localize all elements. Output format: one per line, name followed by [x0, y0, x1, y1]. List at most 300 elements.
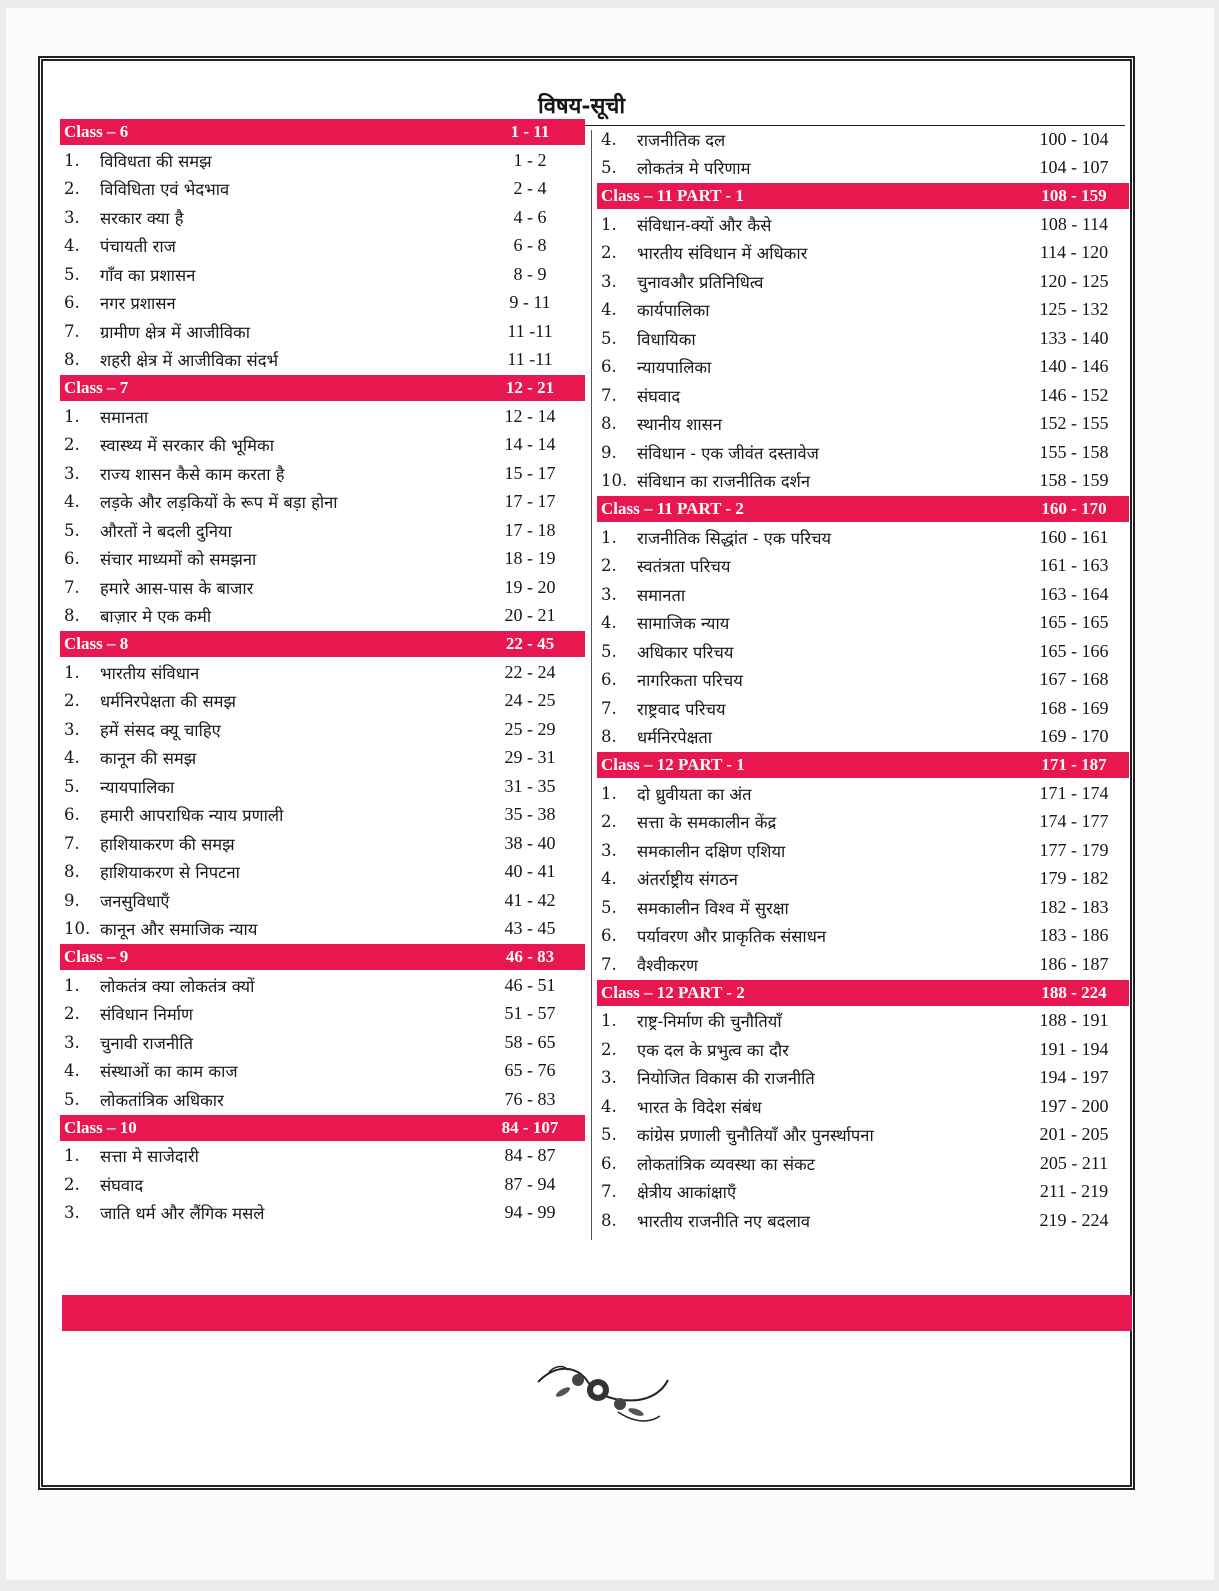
class-page-range: 12 - 21	[505, 378, 555, 397]
entry-page-range: 100 - 104	[1039, 128, 1109, 149]
class-section-header	[597, 752, 1129, 778]
entry-number: 7.	[64, 833, 80, 853]
entry-title: संविधान-क्यों और कैसे	[637, 215, 772, 235]
entry-page-range: 179 - 182	[1039, 868, 1109, 889]
entry-page-range: 46 - 51	[504, 974, 556, 995]
column-divider	[591, 130, 592, 1240]
entry-number: 2.	[64, 435, 80, 455]
entry-number: 8.	[64, 862, 80, 882]
entry-number: 6.	[601, 357, 617, 377]
entry-page-range: 22 - 24	[504, 661, 556, 682]
entry-page-range: 169 - 170	[1039, 726, 1109, 747]
toc-entry[interactable]	[597, 865, 1129, 894]
entry-page-range: 6 - 8	[513, 235, 547, 256]
class-section-header	[60, 631, 585, 657]
toc-entry[interactable]	[60, 801, 585, 830]
entry-title: जनसुविधाएँ	[100, 891, 170, 911]
class-page-range: 108 - 159	[1041, 186, 1107, 205]
class-page-range: 160 - 170	[1041, 499, 1107, 518]
entry-title: वैश्वीकरण	[637, 955, 698, 975]
entry-number: 7.	[601, 1182, 617, 1202]
entry-title: सत्ता मे साजेदारी	[100, 1147, 199, 1167]
entry-number: 5.	[64, 520, 80, 540]
toc-entry[interactable]	[60, 488, 585, 517]
entry-title: राजनीतिक सिद्धांत - एक परिचय	[637, 528, 832, 548]
entry-title: कानून और समाजिक न्याय	[100, 920, 258, 940]
toc-entry[interactable]	[60, 260, 585, 289]
entry-number: 3.	[601, 1068, 617, 1088]
entry-page-range: 182 - 183	[1039, 896, 1109, 917]
entry-number: 6.	[64, 549, 80, 569]
toc-entry[interactable]	[60, 1170, 585, 1199]
entry-number: 1.	[601, 214, 617, 234]
toc-entry[interactable]	[597, 296, 1129, 325]
entry-number: 2.	[64, 691, 80, 711]
entry-number: 3.	[64, 719, 80, 739]
entry-title: संविधान निर्माण	[100, 1005, 193, 1025]
entry-page-range: 18 - 19	[504, 548, 556, 569]
entry-page-range: 51 - 57	[504, 1003, 556, 1024]
entry-page-range: 120 - 125	[1039, 270, 1109, 291]
entry-number: 1.	[64, 1146, 80, 1166]
entry-number: 7.	[601, 698, 617, 718]
entry-number: 6.	[601, 926, 617, 946]
toc-entry[interactable]	[60, 1000, 585, 1029]
entry-page-range: 171 - 174	[1039, 782, 1109, 803]
entry-page-range: 219 - 224	[1039, 1209, 1109, 1230]
entry-number: 6.	[64, 805, 80, 825]
toc-entry[interactable]	[597, 609, 1129, 638]
toc-entry[interactable]	[60, 1028, 585, 1057]
entry-number: 1.	[64, 662, 80, 682]
entry-title: समानता	[100, 407, 149, 427]
entry-number: 8.	[601, 727, 617, 747]
entry-title: लोकतंत्र क्या लोकतंत्र क्यों	[100, 976, 255, 996]
entry-number: 5.	[64, 776, 80, 796]
entry-number: 5.	[64, 264, 80, 284]
entry-page-range: 133 - 140	[1039, 327, 1109, 348]
toc-entry[interactable]	[60, 1142, 585, 1171]
class-label: Class – 7	[64, 378, 129, 397]
entry-number: 5.	[601, 641, 617, 661]
entry-page-range: 183 - 186	[1039, 925, 1109, 946]
entry-number: 3.	[64, 1203, 80, 1223]
entry-number: 4.	[64, 748, 80, 768]
entry-page-range: 104 - 107	[1039, 157, 1109, 178]
entry-page-range: 205 - 211	[1039, 1152, 1109, 1173]
toc-entry[interactable]	[597, 552, 1129, 581]
entry-title: नागरिकता परिचय	[637, 671, 743, 691]
toc-entry[interactable]	[60, 1085, 585, 1114]
class-page-range: 84 - 107	[501, 1117, 559, 1137]
entry-page-range: 191 - 194	[1039, 1038, 1109, 1059]
entry-title: समकालीन दक्षिण एशिया	[637, 841, 786, 861]
toc-entry[interactable]	[597, 694, 1129, 723]
entry-title: धर्मनिरपेक्षता की समझ	[100, 692, 237, 712]
entry-page-range: 158 - 159	[1039, 470, 1109, 491]
entry-number: 8.	[601, 414, 617, 434]
toc-entry[interactable]	[60, 203, 585, 232]
toc-entry[interactable]	[597, 580, 1129, 609]
entry-number: 1.	[64, 406, 80, 426]
entry-page-range: 211 - 219	[1039, 1181, 1109, 1202]
entry-page-range: 161 - 163	[1039, 555, 1109, 576]
toc-entry[interactable]	[597, 1178, 1129, 1207]
entry-title: ग्रामीण क्षेत्र में आजीविका	[100, 322, 250, 342]
entry-page-range: 2 - 4	[513, 178, 547, 199]
entry-number: 2.	[601, 812, 617, 832]
toc-entry[interactable]	[597, 808, 1129, 837]
toc-entry[interactable]	[597, 1092, 1129, 1121]
entry-page-range: 76 - 83	[504, 1088, 556, 1109]
entry-title: सामाजिक न्याय	[637, 614, 730, 634]
toc-entry[interactable]	[60, 1199, 585, 1228]
toc-entry[interactable]	[60, 658, 585, 687]
entry-page-range: 41 - 42	[504, 889, 556, 910]
entry-title: विविधता की समझ	[100, 151, 212, 171]
entry-page-range: 25 - 29	[504, 718, 556, 739]
toc-entry[interactable]	[60, 516, 585, 545]
entry-page-range: 108 - 114	[1039, 213, 1109, 234]
toc-entry[interactable]	[60, 232, 585, 261]
class-label: Class – 6	[64, 122, 129, 141]
toc-entry[interactable]	[597, 154, 1129, 183]
class-page-range: 188 - 224	[1041, 982, 1107, 1002]
entry-title: औरतों ने बदली दुनिया	[100, 521, 232, 541]
entry-number: 3.	[64, 207, 80, 227]
entry-title: सरकार क्या है	[100, 208, 184, 228]
entry-title: संचार माध्यमों को समझना	[100, 550, 257, 570]
entry-number: 2.	[64, 179, 80, 199]
toc-entry[interactable]	[597, 267, 1129, 296]
entry-title: शहरी क्षेत्र में आजीविका संदर्भ	[100, 351, 279, 371]
entry-number: 3.	[64, 463, 80, 483]
entry-number: 8.	[64, 350, 80, 370]
entry-page-range: 17 - 18	[504, 519, 556, 540]
entry-page-range: 4 - 6	[513, 206, 547, 227]
entry-title: राज्य शासन कैसे काम करता है	[100, 464, 285, 484]
entry-page-range: 29 - 31	[504, 747, 556, 768]
entry-number: 7.	[601, 954, 617, 974]
entry-title: विविधिता एवं भेदभाव	[100, 180, 230, 200]
toc-entry[interactable]	[60, 687, 585, 716]
entry-number: 4.	[601, 1096, 617, 1116]
toc-entry[interactable]	[597, 836, 1129, 865]
entry-number: 6.	[64, 293, 80, 313]
class-label: Class – 11 PART - 1	[601, 186, 744, 205]
class-section-header	[60, 944, 585, 970]
entry-number: 4.	[601, 869, 617, 889]
entry-page-range: 152 - 155	[1039, 413, 1109, 434]
toc-entry[interactable]	[60, 1057, 585, 1086]
class-label: Class – 8	[64, 634, 129, 653]
entry-title: हमारी आपराधिक न्याय प्रणाली	[100, 806, 284, 826]
toc-entry[interactable]	[597, 324, 1129, 353]
entry-page-range: 163 - 164	[1039, 583, 1109, 604]
entry-title: लोकतांत्रिक अधिकार	[100, 1090, 224, 1110]
entry-title: संघवाद	[637, 386, 681, 406]
entry-page-range: 186 - 187	[1039, 953, 1109, 974]
entry-title: भारत के विदेश संबंध	[637, 1097, 762, 1117]
entry-page-range: 84 - 87	[504, 1145, 556, 1166]
class-section-header	[597, 496, 1129, 522]
class-page-range: 22 - 45	[505, 634, 555, 653]
entry-page-range: 24 - 25	[504, 690, 556, 711]
entry-page-range: 201 - 205	[1039, 1124, 1109, 1145]
entry-title: जाति धर्म और लैंगिक मसले	[100, 1204, 265, 1224]
entry-title: लोकतांत्रिक व्यवस्था का संकट	[637, 1154, 815, 1174]
toc-entry[interactable]	[60, 886, 585, 915]
toc-entry[interactable]	[597, 893, 1129, 922]
floral-ornament-icon	[528, 1352, 678, 1432]
entry-number: 3.	[601, 584, 617, 604]
toc-entry[interactable]	[597, 950, 1129, 979]
entry-page-range: 160 - 161	[1039, 526, 1109, 547]
entry-number: 9.	[601, 442, 617, 462]
entry-title: लड़के और लड़कियों के रूप में बड़ा होना	[100, 493, 338, 513]
entry-title: चुनावी राजनीति	[100, 1033, 193, 1053]
entry-number: 9.	[64, 890, 80, 910]
entry-page-range: 177 - 179	[1039, 839, 1109, 860]
entry-number: 1.	[601, 1011, 617, 1031]
entry-number: 3.	[64, 1032, 80, 1052]
toc-entry[interactable]	[60, 545, 585, 574]
entry-page-range: 167 - 168	[1039, 669, 1109, 690]
entry-number: 7.	[64, 321, 80, 341]
entry-number: 2.	[601, 556, 617, 576]
entry-page-range: 17 - 17	[504, 491, 556, 512]
entry-title: राष्ट्र-निर्माण की चुनौतियाँ	[637, 1012, 782, 1032]
entry-title: संघवाद	[100, 1175, 144, 1195]
entry-title: समकालीन विश्व में सुरक्षा	[637, 898, 789, 918]
page-title: विषय-सूची	[538, 93, 626, 119]
class-page-range: 46 - 83	[505, 947, 555, 966]
toc-entry[interactable]	[60, 772, 585, 801]
entry-title: समानता	[637, 585, 686, 605]
entry-page-range: 188 - 191	[1039, 1010, 1109, 1031]
toc-entry[interactable]	[597, 381, 1129, 410]
toc-entry[interactable]	[597, 1121, 1129, 1150]
toc-entry[interactable]	[60, 573, 585, 602]
class-section-header	[597, 183, 1129, 209]
entry-title: बाज़ार मे एक कमी	[100, 607, 212, 627]
toc-entry[interactable]	[60, 602, 585, 631]
entry-page-range: 65 - 76	[504, 1060, 556, 1081]
entry-page-range: 125 - 132	[1039, 299, 1109, 320]
entry-page-range: 58 - 65	[504, 1031, 556, 1052]
entry-title: सत्ता के समकालीन केंद्र	[637, 813, 777, 833]
class-page-range: 171 - 187	[1041, 755, 1107, 774]
toc-entry[interactable]	[60, 402, 585, 431]
entry-number: 4.	[64, 236, 80, 256]
entry-title: चुनावऔर प्रतिनिधित्व	[637, 272, 764, 292]
entry-number: 1.	[64, 975, 80, 995]
class-label: Class – 12 PART - 1	[601, 755, 745, 774]
entry-title: अंतर्राष्ट्रीय संगठन	[637, 870, 738, 890]
entry-number: 6.	[601, 670, 617, 690]
entry-number: 2.	[601, 243, 617, 263]
toc-entry[interactable]	[597, 210, 1129, 239]
entry-title: भारतीय राजनीति नए बदलाव	[637, 1211, 811, 1231]
toc-entry[interactable]	[597, 438, 1129, 467]
entry-number: 5.	[64, 1089, 80, 1109]
entry-title: संस्थाओं का काम काज	[100, 1062, 238, 1082]
toc-entry[interactable]	[597, 410, 1129, 439]
toc-entry[interactable]	[597, 1149, 1129, 1178]
entry-title: संविधान - एक जीवंत दस्तावेज	[637, 443, 819, 463]
toc-entry[interactable]	[597, 467, 1129, 496]
toc-entry[interactable]	[597, 666, 1129, 695]
class-section-header	[60, 375, 585, 401]
entry-page-range: 11 -11	[507, 320, 553, 341]
entry-title: अधिकार परिचय	[637, 642, 734, 662]
entry-title: हाशियाकरण की समझ	[100, 834, 235, 854]
entry-title: गाँव का प्रशासन	[100, 265, 196, 285]
entry-title: राजनीतिक दल	[637, 130, 726, 150]
entry-page-range: 1 - 2	[513, 149, 547, 170]
toc-entry[interactable]	[60, 289, 585, 318]
entry-title: पर्यावरण और प्राकृतिक संसाधन	[637, 927, 827, 947]
toc-entry[interactable]	[597, 239, 1129, 268]
entry-page-range: 174 - 177	[1039, 811, 1109, 832]
toc-entry[interactable]	[597, 1206, 1129, 1235]
entry-title: न्यायपालिका	[637, 358, 712, 378]
toc-entry[interactable]	[597, 1035, 1129, 1064]
class-section-header	[60, 119, 585, 145]
toc-entry[interactable]	[597, 523, 1129, 552]
class-section-header	[60, 1115, 585, 1141]
toc-entry[interactable]	[597, 779, 1129, 808]
toc-entry[interactable]	[60, 971, 585, 1000]
entry-title: स्वतंत्रता परिचय	[637, 557, 731, 577]
entry-number: 1.	[64, 150, 80, 170]
entry-number: 5.	[601, 328, 617, 348]
entry-title: लोकतंत्र मे परिणाम	[637, 159, 751, 179]
entry-number: 4.	[64, 1061, 80, 1081]
toc-entry[interactable]	[60, 346, 585, 375]
class-label: Class – 9	[64, 947, 129, 966]
entry-page-range: 9 - 11	[509, 292, 551, 313]
entry-number: 1.	[601, 783, 617, 803]
entry-title: धर्मनिरपेक्षता	[637, 728, 713, 748]
class-label: Class – 11 PART - 2	[601, 499, 744, 518]
toc-entry[interactable]	[597, 922, 1129, 951]
toc-entry[interactable]	[60, 829, 585, 858]
entry-title: हमें संसद क्यू चाहिए	[100, 720, 221, 740]
entry-title: एक दल के प्रभुत्व का दौर	[637, 1040, 789, 1060]
entry-number: 1.	[601, 527, 617, 547]
entry-number: 7.	[64, 577, 80, 597]
entry-page-range: 20 - 21	[504, 605, 556, 626]
entry-title: स्थानीय शासन	[637, 415, 722, 435]
entry-page-range: 19 - 20	[504, 576, 556, 597]
class-label: Class – 10	[64, 1117, 137, 1137]
class-section-header	[597, 980, 1129, 1006]
entry-title: कानून की समझ	[100, 749, 197, 769]
entry-title: संविधान का राजनीतिक दर्शन	[637, 472, 811, 492]
entry-page-range: 165 - 166	[1039, 640, 1109, 661]
toc-entry[interactable]	[60, 858, 585, 887]
toc-entry[interactable]	[60, 459, 585, 488]
entry-page-range: 35 - 38	[504, 804, 556, 825]
entry-title: हाशियाकरण से निपटना	[100, 863, 240, 883]
entry-number: 8.	[601, 1210, 617, 1230]
toc-left-column	[60, 118, 585, 1227]
entry-page-range: 87 - 94	[504, 1173, 556, 1194]
entry-page-range: 94 - 99	[504, 1202, 556, 1223]
entry-title: कार्यपालिका	[637, 301, 710, 321]
entry-title: राष्ट्रवाद परिचय	[637, 699, 726, 719]
entry-title: विधायिका	[637, 329, 696, 349]
toc-entry[interactable]	[597, 1064, 1129, 1093]
entry-page-range: 8 - 9	[513, 263, 547, 284]
toc-entry[interactable]	[60, 317, 585, 346]
entry-page-range: 197 - 200	[1039, 1095, 1109, 1116]
entry-page-range: 40 - 41	[504, 861, 556, 882]
entry-title: दो ध्रुवीयता का अंत	[637, 784, 752, 804]
toc-entry[interactable]	[60, 431, 585, 460]
entry-title: नगर प्रशासन	[100, 294, 176, 314]
entry-number: 4.	[64, 492, 80, 512]
entry-number: 2.	[64, 1004, 80, 1024]
entry-number: 7.	[601, 385, 617, 405]
entry-number: 6.	[601, 1153, 617, 1173]
entry-title: भारतीय संविधान में अधिकार	[637, 244, 808, 264]
toc-entry[interactable]	[60, 715, 585, 744]
toc-entry[interactable]	[60, 175, 585, 204]
toc-entry[interactable]	[60, 146, 585, 175]
entry-number: 3.	[601, 271, 617, 291]
entry-number: 8.	[64, 606, 80, 626]
entry-page-range: 114 - 120	[1039, 242, 1109, 263]
entry-title: भारतीय संविधान	[100, 663, 200, 683]
entry-title: हमारे आस-पास के बाजार	[100, 578, 254, 598]
entry-title: नियोजित विकास की राजनीति	[637, 1069, 815, 1089]
class-page-range: 1 - 11	[510, 122, 550, 141]
entry-title: क्षेत्रीय आकांक्षाएँ	[637, 1183, 737, 1203]
toc-entry[interactable]	[597, 125, 1129, 154]
entry-number: 5.	[601, 897, 617, 917]
entry-number: 2.	[64, 1174, 80, 1194]
entry-number: 5.	[601, 1125, 617, 1145]
entry-title: पंचायती राज	[100, 237, 176, 257]
entry-page-range: 146 - 152	[1039, 384, 1109, 405]
entry-page-range: 194 - 197	[1039, 1067, 1109, 1088]
entry-title: कांग्रेस प्रणाली चुनौतियाँ और पुनर्स्थापना	[637, 1126, 874, 1146]
entry-number: 5.	[601, 158, 617, 178]
toc-entry[interactable]	[60, 915, 585, 944]
entry-title: न्यायपालिका	[100, 777, 175, 797]
toc-entry[interactable]	[597, 1007, 1129, 1036]
toc-entry[interactable]	[597, 353, 1129, 382]
entry-number: 10.	[64, 919, 91, 939]
entry-page-range: 140 - 146	[1039, 356, 1109, 377]
toc-entry[interactable]	[60, 744, 585, 773]
entry-number: 4.	[601, 129, 617, 149]
entry-title: स्वास्थ्य में सरकार की भूमिका	[100, 436, 274, 456]
entry-page-range: 38 - 40	[504, 832, 556, 853]
entry-number: 4.	[601, 613, 617, 633]
entry-page-range: 12 - 14	[504, 405, 556, 426]
entry-page-range: 168 - 169	[1039, 697, 1109, 718]
entry-page-range: 15 - 17	[504, 462, 556, 483]
toc-entry[interactable]	[597, 723, 1129, 752]
toc-entry[interactable]	[597, 637, 1129, 666]
class-label: Class – 12 PART - 2	[601, 982, 745, 1002]
entry-page-range: 14 - 14	[504, 434, 556, 455]
entry-page-range: 165 - 165	[1039, 612, 1109, 633]
toc-right-column	[597, 125, 1129, 1235]
